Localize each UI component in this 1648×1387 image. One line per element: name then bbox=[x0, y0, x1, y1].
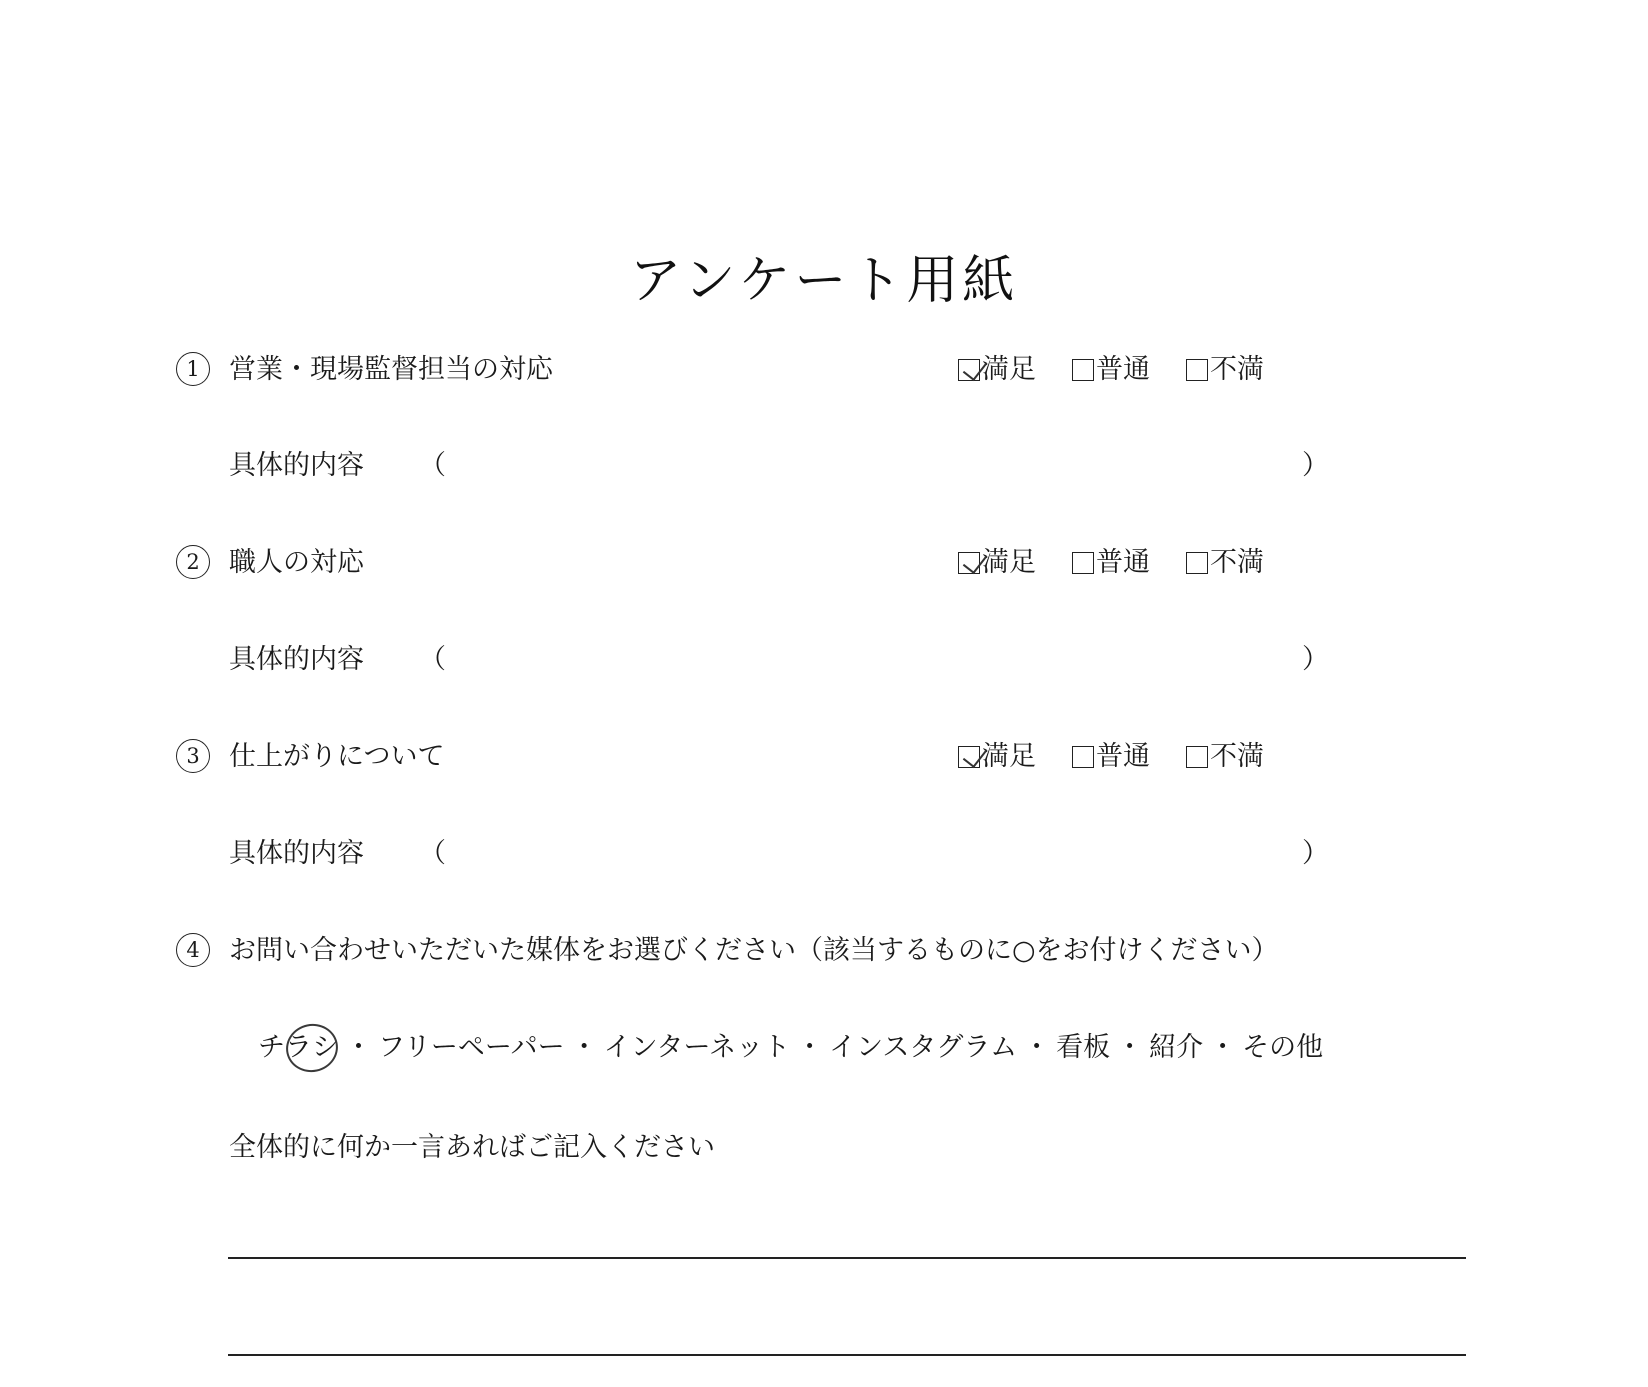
comment-prompt: 全体的に何か一言あればご記入ください bbox=[229, 1132, 715, 1163]
rating-label: 普通 bbox=[1096, 354, 1150, 385]
comment-underline-2 bbox=[228, 1354, 1466, 1356]
paren-open: （ bbox=[419, 644, 446, 675]
media-option-internet[interactable]: インターネット bbox=[603, 1032, 791, 1063]
media-option-instagram[interactable]: インスタグラム bbox=[829, 1032, 1018, 1063]
rating-label: 満足 bbox=[982, 741, 1036, 772]
paren-open: （ bbox=[419, 450, 446, 481]
rating-label: 満足 bbox=[982, 547, 1036, 578]
separator: ・ bbox=[1209, 1032, 1237, 1063]
question-label-1: 営業・現場監督担当の対応 bbox=[229, 354, 553, 385]
question-number-2: 2 bbox=[176, 545, 210, 579]
checkbox-icon[interactable] bbox=[1186, 359, 1208, 381]
question-label-3: 仕上がりについて bbox=[229, 741, 445, 772]
rating-dissatisfied-3[interactable] bbox=[1186, 737, 1264, 777]
question-3 bbox=[0, 737, 1648, 777]
rating-normal-3[interactable] bbox=[1072, 737, 1150, 777]
detail-label-1: 具体的内容 bbox=[229, 450, 364, 481]
rating-label: 普通 bbox=[1096, 547, 1150, 578]
rating-group-3 bbox=[958, 737, 1300, 777]
separator: ・ bbox=[1116, 1032, 1144, 1063]
question-2 bbox=[0, 543, 1648, 583]
separator: ・ bbox=[1023, 1032, 1051, 1063]
rating-group-2 bbox=[958, 543, 1300, 583]
question-4 bbox=[0, 931, 1648, 971]
detail-row-2 bbox=[0, 640, 1648, 680]
detail-input-1[interactable] bbox=[445, 448, 1289, 486]
rating-dissatisfied-2[interactable] bbox=[1186, 543, 1264, 583]
checkbox-checked-icon[interactable] bbox=[958, 746, 980, 768]
comment-line-1[interactable] bbox=[228, 1215, 1470, 1257]
separator: ・ bbox=[570, 1032, 598, 1063]
separator: ・ bbox=[345, 1032, 372, 1063]
paren-open: （ bbox=[419, 838, 446, 869]
checkbox-checked-icon[interactable] bbox=[958, 359, 980, 381]
paren-close: ） bbox=[1302, 450, 1329, 481]
question-label-4: お問い合わせいただいた媒体をお選びください（該当するものに○をお付けください） bbox=[229, 935, 1279, 966]
question-label-2: 職人の対応 bbox=[229, 547, 364, 578]
detail-input-2[interactable] bbox=[445, 642, 1289, 680]
rating-dissatisfied-1[interactable] bbox=[1186, 350, 1264, 390]
rating-satisfied-1[interactable] bbox=[958, 350, 1036, 390]
form-title: アンケート用紙 bbox=[629, 251, 1019, 311]
rating-satisfied-3[interactable] bbox=[958, 737, 1036, 777]
paren-close: ） bbox=[1302, 644, 1329, 675]
rating-label: 不満 bbox=[1210, 354, 1264, 385]
paren-close: ） bbox=[1302, 838, 1329, 869]
question-1 bbox=[0, 350, 1648, 390]
question-number-1: 1 bbox=[176, 352, 210, 386]
checkbox-icon[interactable] bbox=[1186, 552, 1208, 574]
checkbox-icon[interactable] bbox=[1072, 359, 1094, 381]
rating-normal-1[interactable] bbox=[1072, 350, 1150, 390]
detail-label-3: 具体的内容 bbox=[229, 838, 364, 869]
rating-normal-2[interactable] bbox=[1072, 543, 1150, 583]
rating-label: 不満 bbox=[1210, 547, 1264, 578]
rating-label: 満足 bbox=[982, 354, 1036, 385]
detail-row-3 bbox=[0, 834, 1648, 874]
rating-label: 不満 bbox=[1210, 741, 1264, 772]
media-option-free-paper[interactable]: フリーペーパー bbox=[378, 1032, 565, 1063]
checkbox-icon[interactable] bbox=[1072, 746, 1094, 768]
detail-input-3[interactable] bbox=[445, 836, 1289, 874]
media-option-referral[interactable]: 紹介 bbox=[1149, 1032, 1204, 1063]
rating-group-1 bbox=[958, 350, 1300, 390]
detail-label-2: 具体的内容 bbox=[229, 644, 364, 675]
comment-line-2[interactable] bbox=[228, 1312, 1470, 1354]
question-number-3: 3 bbox=[176, 739, 210, 773]
checkbox-icon[interactable] bbox=[1186, 746, 1208, 768]
checkbox-checked-icon[interactable] bbox=[958, 552, 980, 574]
checkbox-icon[interactable] bbox=[1072, 552, 1094, 574]
rating-label: 普通 bbox=[1096, 741, 1150, 772]
detail-row-1 bbox=[0, 446, 1648, 486]
media-option-signboard[interactable]: 看板 bbox=[1056, 1032, 1111, 1063]
rating-satisfied-2[interactable] bbox=[958, 543, 1036, 583]
media-options bbox=[258, 1028, 1323, 1068]
media-option-flyer[interactable] bbox=[258, 1032, 339, 1063]
media-option-label: チラシ bbox=[258, 1032, 339, 1063]
question-number-4: 4 bbox=[176, 933, 210, 967]
separator: ・ bbox=[796, 1032, 824, 1063]
media-option-other[interactable]: その他 bbox=[1242, 1032, 1324, 1063]
comment-underline-1 bbox=[228, 1257, 1466, 1259]
